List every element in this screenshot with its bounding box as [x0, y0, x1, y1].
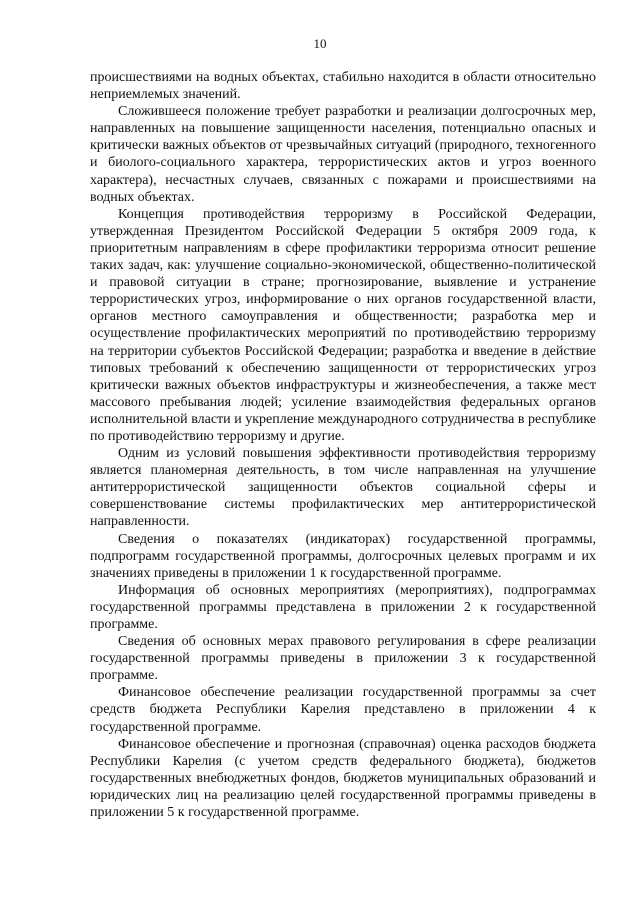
paragraph-appendix-5: Финансовое обеспечение и прогнозная (справочная) оценка расходов бюджета Республики Карелия (с учетом средств федерального бюджета), бюджетов государственных внебюджетных фондов, бюджетов муниципальных образований и юридических лиц на реализацию целей государственной программы приведены в приложении 5 к государственной программе. — [90, 736, 596, 821]
paragraph-appendix-4: Финансовое обеспечение реализации государственной программы за счет средств бюджета Республики Карелия представлено в приложении 4 к государственной программе. — [90, 685, 596, 735]
paragraph-effectiveness: Одним из условий повышения эффективности противодействия терроризму является планомерная деятельность, в том числе направленная на улучшение антитеррористической защищенности объектов социальной сферы и совершенствование системы профилактических мер антитеррористической направленности. — [90, 446, 596, 530]
paragraph-appendix-1: Сведения о показателях (индикаторах) государственной программы, подпрограмм государственной программы, долгосрочных целевых программ и их значениях приведены в приложении 1 к государственной программе. — [90, 531, 596, 581]
paragraph-counterterrorism-concept: Концепция противодействия терроризму в Российской Федерации, утвержденная Президентом Российской Федерации 5 октября 2009 года, к приоритетным направлениям в сфере профилактики терроризма относит решение таких задач, как: улучшение социально-экономической, общественно-политической и правовой ситуации в стране; прогнозирование, выявление и устранение террористических угроз, информирование о них органов государственной власти, органов местного самоуправления и общественности; разработка мер и осуществление профилактических мероприятий по противодействию терроризму на территории субъектов Российской Федерации; разработка и введение в действие типовых требований к обеспечению защищенности от террористических угроз критически важных объектов инфраструктуры и жизнеобеспечения, а также мест массового пребывания людей; усиление взаимодействия федеральных органов исполнительной власти и укрепление международного сотрудничества в республике по противодействию терроризму и другие. — [90, 206, 596, 444]
paragraph-appendix-3: Сведения об основных мерах правового регулирования в сфере реализации государственной программы приведены в приложении 3 к государственной программе. — [90, 634, 596, 684]
document-body — [90, 69, 596, 821]
paragraph-required-measures: Сложившееся положение требует разработки и реализации долгосрочных мер, направленных на повышение защищенности населения, потенциально опасных и критически важных объектов от чрезвычайных ситуаций (природного, техногенного и биолого-социального характера, террористических актов и угроз военного характера), несчастных случаев, связанных с пожарами и происшествиями на водных объектах. — [90, 104, 596, 205]
paragraph-continuation: происшествиями на водных объектах, стабильно находится в области относительно неприемлемых значений. — [90, 70, 596, 103]
page-number: 10 — [313, 36, 327, 51]
paragraph-appendix-2: Информация об основных мероприятиях (мероприятиях), подпрограммах государственной программы представлена в приложении 2 к государственной программе. — [90, 582, 596, 632]
